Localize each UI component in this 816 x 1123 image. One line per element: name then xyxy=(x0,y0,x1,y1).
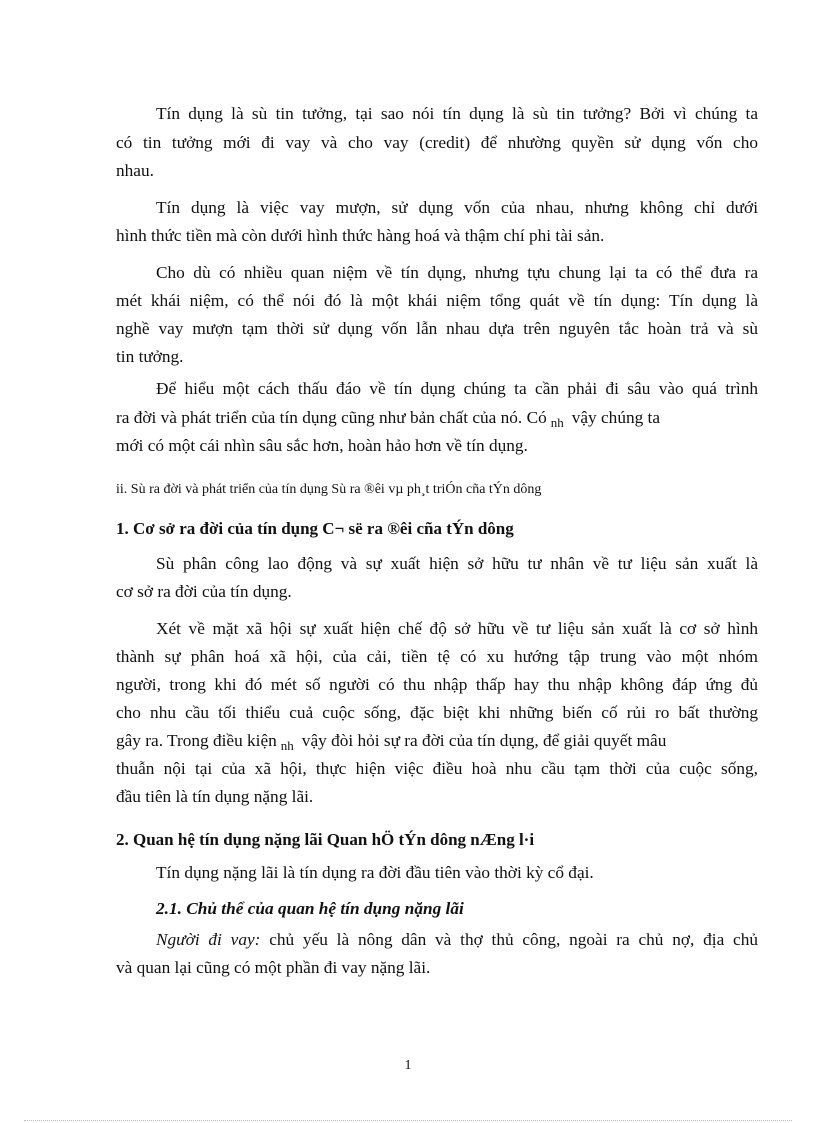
paragraph-line xyxy=(116,407,758,430)
text-run: vậy đòi hỏi sự ra đời của tín dụng, để giải quyết mâu xyxy=(301,731,667,750)
subscript-fragment: nh xyxy=(280,738,294,753)
paragraph-line: Cho dù có nhiều quan niệm về tín dụng, nhưng tựu chung lại ta có thể đưa ra xyxy=(156,263,758,282)
paragraph-line: thuẫn nội tại của xã hội, thực hiện việc điều hoà nhu cầu tạm thời của cuộc sống, xyxy=(116,759,758,778)
paragraph-line: mới có một cái nhìn sâu sắc hơn, hoàn hảo hơn về tín dụng. xyxy=(116,436,528,455)
text-run: vậy chúng ta xyxy=(571,408,661,427)
paragraph-line: cho nhu cầu tối thiểu cuả cuộc sống, đặc biệt khi những biến cố rủi ro bất thường xyxy=(116,703,758,722)
paragraph-line xyxy=(116,730,758,753)
page-number: 1 xyxy=(404,1058,412,1073)
heading-2-1: 2.1. Chủ thể của quan hệ tín dụng nặng lãi xyxy=(156,899,464,918)
page-bottom-divider xyxy=(24,1120,792,1121)
paragraph-line: người, trong khi đó mét số người có thu nhập thấp hay thu nhập không đáp ứng đủ xyxy=(116,675,758,694)
paragraph-line: nghề vay mượn tạm thời sử dụng vốn lẫn nhau dựa trên nguyên tắc hoàn trả và sù xyxy=(116,319,758,338)
paragraph-line: Tín dụng là sù tin tưởng, tại sao nói tín dụng là sù tin tưởng? Bởi vì chúng ta xyxy=(156,104,758,123)
text-run: chủ yếu là nông dân và thợ thủ công, ngoài ra chủ nợ, địa chủ xyxy=(269,930,758,949)
heading-1: 1. Cơ sở ra đời của tín dụng C¬ së ra ®êi cña tÝn dông xyxy=(116,519,514,538)
paragraph-line: Xét về mặt xã hội sự xuất hiện chế độ sở hữu về tư liệu sản xuất là cơ sở hình xyxy=(156,619,758,638)
paragraph-line: Tín dụng là việc vay mượn, sử dụng vốn của nhau, nhưng không chỉ dưới xyxy=(156,198,758,217)
paragraph-line: cơ sở ra đời của tín dụng. xyxy=(116,582,292,601)
heading-2: 2. Quan hệ tín dụng nặng lãi Quan hÖ tÝn dông nÆng l·i xyxy=(116,830,535,849)
paragraph-line: và quan lại cũng có một phần đi vay nặng lãi. xyxy=(116,958,431,977)
paragraph-line: Tín dụng nặng lãi là tín dụng ra đời đầu tiên vào thời kỳ cổ đại. xyxy=(156,863,594,882)
paragraph-line: hình thức tiền mà còn dưới hình thức hàng hoá và thậm chí phi tài sản. xyxy=(116,226,605,245)
paragraph-line: nhau. xyxy=(116,161,154,180)
text-run: ra đời và phát triển của tín dụng cũng như bản chất của nó. Có xyxy=(116,408,547,427)
paragraph-line: có tin tưởng mới đi vay và cho vay (credit) để nhường quyền sử dụng vốn cho xyxy=(116,133,758,152)
paragraph-line: Sù phân công lao động và sự xuất hiện sở hữu tư nhân về tư liệu sản xuất là xyxy=(156,554,758,573)
italic-label: Người đi vay: xyxy=(156,930,261,949)
paragraph-line: mét khái niệm, có thể nói đó là một khái niệm tổng quát về tín dụng: Tín dụng là xyxy=(116,291,758,310)
paragraph-line: đầu tiên là tín dụng nặng lãi. xyxy=(116,787,314,806)
section-heading: ii. Sù ra đời và phát triển của tín dụng Sù ra ®êi vµ ph¸t triÓn cña tÝn dông xyxy=(116,482,542,497)
paragraph-line: thành sự phân hoá xã hội, của cải, tiền tệ có xu hướng tập trung vào một nhóm xyxy=(116,647,758,666)
paragraph-line: tin tưởng. xyxy=(116,347,184,366)
paragraph-line xyxy=(156,929,758,951)
text-run: gây ra. Trong điều kiện xyxy=(116,731,277,750)
paragraph-line: Để hiểu một cách thấu đáo về tín dụng chúng ta cần phải đi sâu vào quá trình xyxy=(156,379,758,398)
subscript-fragment: nh xyxy=(550,415,564,430)
